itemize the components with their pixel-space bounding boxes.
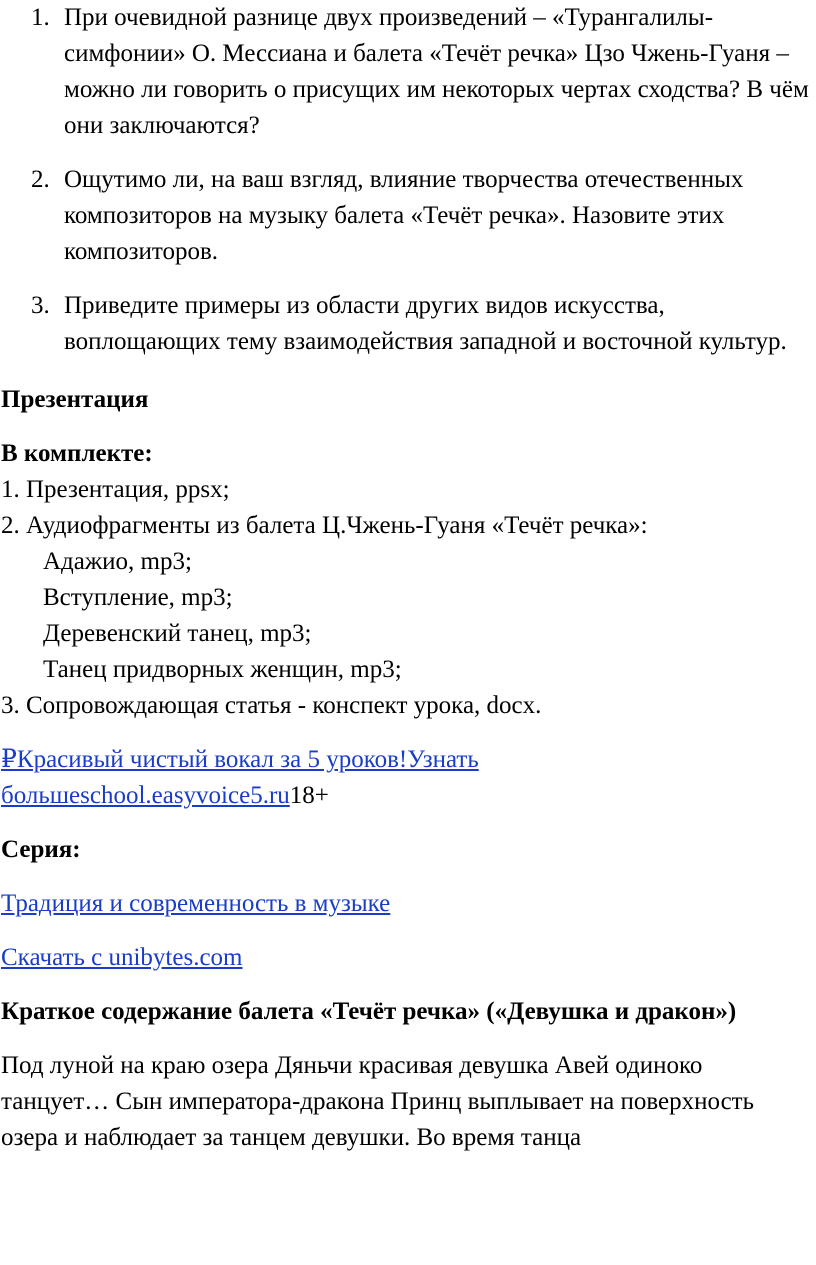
series-link[interactable]: Традиция и современность в музыке [1, 890, 391, 917]
question-item [1, 288, 816, 360]
download-link[interactable]: Скачать с unibytes.com [1, 944, 243, 971]
kit-item-audio: 2. Аудиофрагменты из балета Ц.Чжень-Гуаня «Течёт речка»: [1, 512, 648, 539]
summary-title: Краткое содержание балета «Течёт речка» («Девушка и дракон») [1, 998, 737, 1025]
audio-item-intro: Вступление, mp3; [43, 584, 233, 611]
audio-item-adagio: Адажио, mp3; [43, 548, 192, 575]
question-item [1, 162, 816, 270]
audio-item-village-dance: Деревенский танец, mp3; [43, 620, 312, 647]
ad-block [1, 742, 816, 814]
kit-heading: В комплекте: [1, 440, 153, 467]
kit-item-article: 3. Сопровождающая статья - конспект урока, docx. [1, 692, 542, 719]
questions-list [1, 0, 816, 360]
presentation-heading: Презентация [1, 386, 149, 413]
age-rating-label: 18+ [289, 782, 329, 809]
question-number: 2. [31, 166, 50, 193]
question-text: Приведите примеры из области других видов искусства, воплощающих тему взаимодействия западной и восточной культур. [64, 292, 787, 355]
question-number: 3. [31, 292, 50, 319]
question-text: Ощутимо ли, на ваш взгляд, влияние творчества отечественных композиторов на музыку балета «Течёт речка». Назовите этих композиторов. [64, 166, 744, 265]
question-item [1, 0, 816, 144]
ad-site-link[interactable]: большеschool.easyvoice5.ru [1, 782, 290, 809]
question-text: При очевидной разнице двух произведений – «Турангалилы-симфонии» О. Мессиана и балета «Течёт речка» Цзо Чжень-Гуаня – можно ли говорить о присущих им некоторых чертах сходства? В чём они заключаются? [64, 4, 809, 139]
summary-text: Под луной на краю озера Дяньчи красивая девушка Авей одиноко танцует… Сын императора-дракона Принц выплывает на поверхность озера и наблюдает за танцем девушки. Во время танца [1, 1052, 755, 1151]
ad-link[interactable]: ₽Красивый чистый вокал за 5 уроков!Узнать [1, 746, 479, 773]
series-heading: Серия: [1, 836, 81, 863]
question-number: 1. [31, 4, 50, 31]
audio-item-court-dance: Танец придворных женщин, mp3; [43, 656, 402, 683]
kit-item-presentation: 1. Презентация, ppsx; [1, 476, 230, 503]
